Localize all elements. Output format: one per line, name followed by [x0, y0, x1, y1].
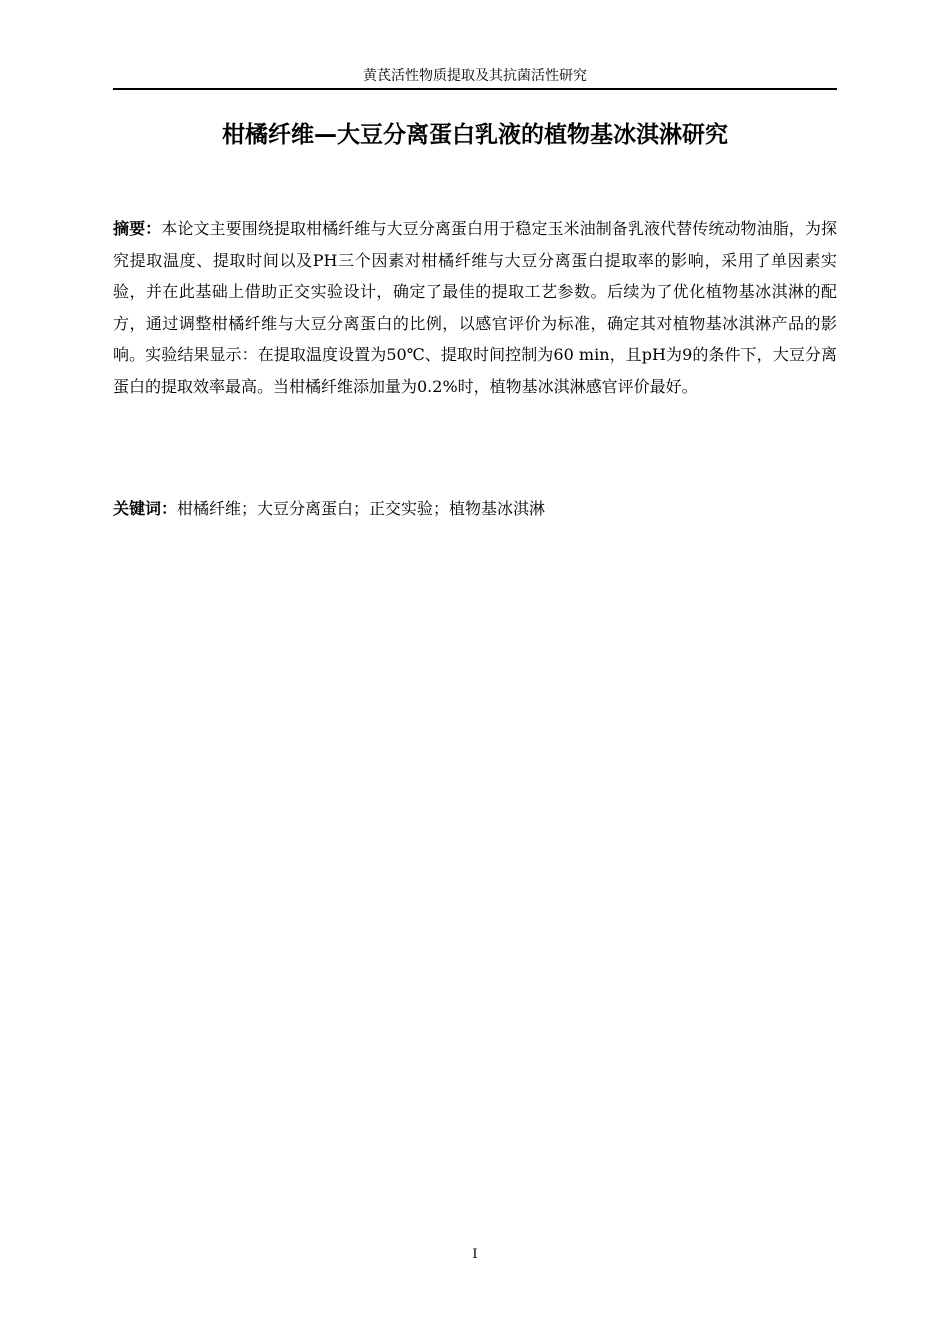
- header-divider: [113, 88, 837, 90]
- page-number: I: [472, 1247, 478, 1262]
- keywords-text: 柑橘纤维；大豆分离蛋白；正交实验；植物基冰淇淋: [177, 499, 546, 518]
- keywords-line: [113, 493, 837, 525]
- abstract-text: 本论文主要围绕提取柑橘纤维与大豆分离蛋白用于稳定玉米油制备乳液代替传统动物油脂，为探究提取温度、提取时间以及PH三个因素对柑橘纤维与大豆分离蛋白提取率的影响，采用了单因素实验，并在此基础上借助正交实验设计，确定了最佳的提取工艺参数。后续为了优化植物基冰淇淋的配方，通过调整柑橘纤维与大豆分离蛋白的比例，以感官评价为标准，确定其对植物基冰淇淋产品的影响。实验结果显示：在提取温度设置为50℃、提取时间控制为60 min，且pH为9的条件下，大豆分离蛋白的提取效率最高。当柑橘纤维添加量为0.2%时，植物基冰淇淋感官评价最好。: [113, 219, 837, 396]
- abstract-paragraph: [113, 213, 837, 403]
- abstract-label: 摘要：: [113, 219, 162, 238]
- keywords-label: 关键词：: [113, 499, 178, 518]
- running-header: 黄芪活性物质提取及其抗菌活性研究: [363, 68, 587, 84]
- document-title: 柑橘纤维—大豆分离蛋白乳液的植物基冰淇淋研究: [222, 122, 728, 148]
